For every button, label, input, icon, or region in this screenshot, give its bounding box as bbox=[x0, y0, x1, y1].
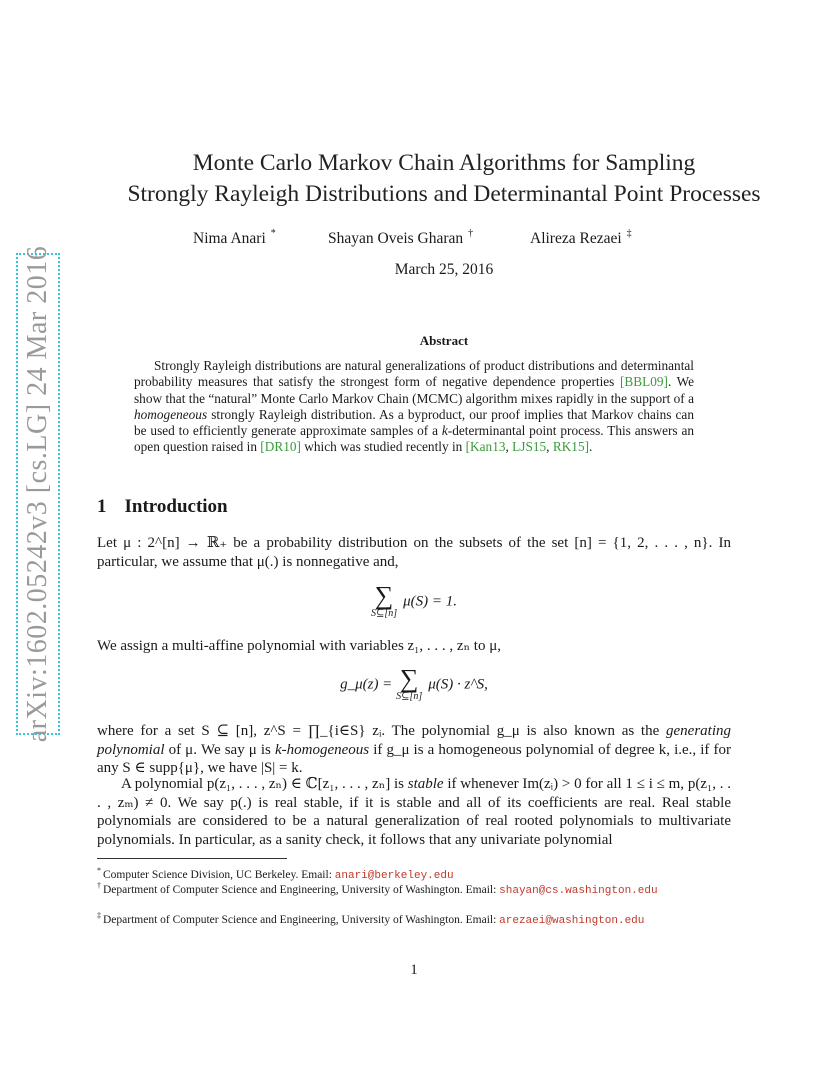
footnote-3 bbox=[97, 908, 731, 929]
author-name: Alireza Rezaei bbox=[530, 230, 622, 247]
email-link[interactable]: shayan@cs.washington.edu bbox=[499, 885, 658, 897]
arxiv-stamp-text[interactable]: arXiv:1602.05242v3 [cs.LG] 24 Mar 2016 bbox=[22, 245, 53, 743]
citation-link[interactable]: [DR10] bbox=[260, 439, 301, 455]
abstract-text: strongly Rayleigh distribution. As a byproduct, our proof implies that Markov chains can be used to efficiently generate approximate samples of a bbox=[134, 406, 694, 439]
summation bbox=[370, 581, 398, 620]
paragraph-3 bbox=[97, 722, 731, 778]
footnote-text: Department of Computer Science and Engineering, University of Washington. Email: bbox=[103, 914, 500, 926]
citation-link[interactable]: [Kan13 bbox=[465, 439, 506, 455]
author-name: Nima Anari bbox=[193, 230, 266, 247]
author-footnote-mark[interactable]: † bbox=[468, 228, 474, 239]
citation-link[interactable]: [BBL09] bbox=[619, 374, 668, 390]
abstract-text: . We show that the “natural” Monte Carlo Markov Chain (MCMC) algorithm mixes rapidly in the support of a bbox=[134, 374, 694, 406]
footnote-text: Computer Science Division, UC Berkeley. Email: bbox=[103, 869, 335, 881]
paragraph-emphasis: k-homogeneous bbox=[274, 741, 370, 758]
page-number: 1 bbox=[410, 962, 418, 978]
paragraph-2: We assign a multi-affine polynomial with variables z₁, . . . , zₙ to μ, bbox=[97, 638, 502, 654]
title-line-1: Monte Carlo Markov Chain Algorithms for Sampling bbox=[192, 150, 696, 176]
equation-rhs: μ(S) · z^S, bbox=[428, 676, 488, 693]
paper-title bbox=[60, 148, 828, 210]
section-number: 1 bbox=[97, 496, 107, 517]
author-name: Shayan Oveis Gharan bbox=[328, 230, 464, 247]
paragraph-1: Let μ : 2^[n] → ℝ₊ be a probability distribution on the subsets of the set [n] = {1, 2, . . . , n}. In particular, we assume that μ(.) is nonnegative and, bbox=[97, 535, 731, 570]
equation-2 bbox=[0, 664, 828, 703]
paragraph-4 bbox=[97, 775, 731, 849]
paragraph-text: if whenever Im(zᵢ) > 0 for all 1 ≤ i ≤ m, p(z₁, . . . , zₘ) ≠ 0. We say p(.) is real stable, if it is stable and all of its coefficients are real. Real stable polynomials are considered to be a natural generalization of real rooted polynomials to multivariate polynomials. In particular, as a sanity check, it follows that any univariate polynomial bbox=[97, 776, 731, 848]
email-link[interactable]: arezaei@washington.edu bbox=[499, 915, 645, 927]
abstract-emphasis: k bbox=[441, 423, 448, 439]
paragraph-text: of μ. We say μ is bbox=[164, 741, 275, 758]
citation-separator: , bbox=[546, 439, 553, 455]
abstract-emphasis: homogeneous bbox=[134, 406, 208, 422]
abstract-text: . bbox=[589, 439, 593, 455]
footnote-mark: * bbox=[97, 866, 101, 875]
footnote-divider bbox=[97, 858, 287, 859]
footnote-text: Department of Computer Science and Engineering, University of Washington. Email: bbox=[103, 884, 500, 896]
citation-separator: , bbox=[505, 439, 513, 455]
paragraph-emphasis: stable bbox=[407, 776, 444, 792]
arxiv-stamp[interactable] bbox=[18, 245, 58, 743]
abstract-text: which was studied recently in bbox=[300, 439, 466, 455]
abstract-text: -determinantal point process. This answers an open question raised in bbox=[134, 423, 694, 455]
equation-lhs: g_μ(z) = bbox=[340, 676, 393, 693]
author-2 bbox=[328, 228, 473, 248]
author-list bbox=[0, 228, 828, 250]
summation bbox=[396, 664, 423, 703]
equation-1 bbox=[0, 581, 828, 620]
footnote-mark: † bbox=[97, 881, 101, 890]
section-title: Introduction bbox=[124, 496, 228, 517]
title-line-2: Strongly Rayleigh Distributions and Determinantal Point Processes bbox=[127, 181, 761, 207]
sum-symbol: ∑ bbox=[399, 664, 419, 693]
paragraph-text: A polynomial p(z₁, . . . , zₙ) ∈ ℂ[z₁, . . . , zₙ] is bbox=[121, 776, 408, 792]
author-footnote-mark[interactable]: ‡ bbox=[626, 228, 632, 239]
section-heading bbox=[97, 496, 228, 518]
paper-date: March 25, 2016 bbox=[394, 261, 494, 278]
footnote-2 bbox=[97, 878, 731, 899]
author-footnote-mark[interactable]: * bbox=[270, 228, 276, 239]
author-3 bbox=[530, 228, 632, 248]
email-link[interactable]: anari@berkeley.edu bbox=[334, 870, 454, 882]
sum-subscript: S⊆[n] bbox=[370, 608, 398, 619]
paragraph-text: if g_μ is a homogeneous polynomial of degree k, i.e., if for any S ∈ supp{μ}, we have |S| = k. bbox=[97, 741, 731, 776]
footnote-mark: ‡ bbox=[97, 911, 101, 920]
abstract-text: Strongly Rayleigh distributions are natural generalizations of product distributions and determinantal probability measures that satisfy the strongest form of negative dependence properties bbox=[134, 358, 694, 390]
paragraph-text: where for a set S ⊆ [n], z^S = ∏_{i∈S} zᵢ. The polynomial g_μ is also known as the bbox=[97, 723, 666, 739]
author-1 bbox=[193, 228, 276, 248]
sum-subscript: S⊆[n] bbox=[396, 691, 423, 702]
citation-link[interactable]: RK15] bbox=[552, 439, 590, 455]
sum-symbol: ∑ bbox=[374, 581, 394, 610]
equation-rhs: μ(S) = 1. bbox=[403, 593, 458, 610]
abstract-heading: Abstract bbox=[419, 333, 469, 348]
citation-link[interactable]: LJS15 bbox=[512, 439, 547, 455]
paragraph-emphasis: generating polynomial bbox=[97, 723, 731, 758]
abstract-body bbox=[134, 358, 694, 456]
